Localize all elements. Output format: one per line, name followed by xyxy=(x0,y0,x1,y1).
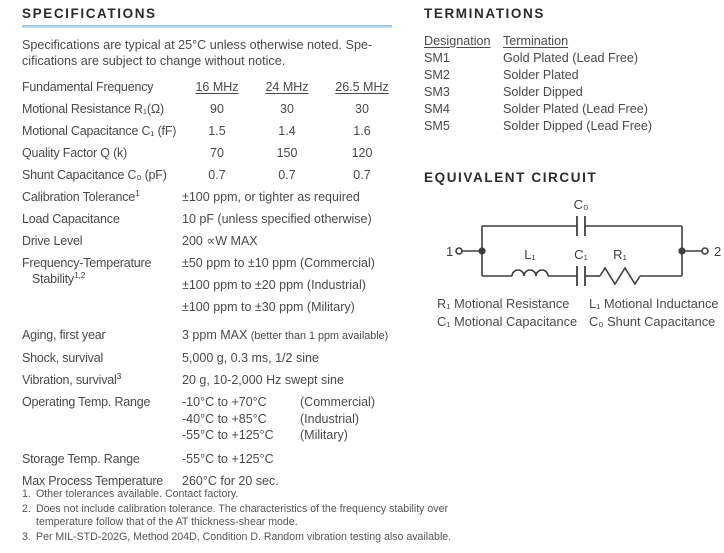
designation-cell: SM1 xyxy=(424,51,450,65)
range-text: -55°C to +125°C xyxy=(182,428,274,442)
cell-value: 0.7 xyxy=(278,168,296,182)
table-row xyxy=(424,67,722,84)
param-value: 20 g, 10-2,000 Hz swept sine xyxy=(182,373,344,387)
footnote-ref: 3 xyxy=(116,370,122,381)
stability-commercial: ±50 ppm to ±10 ppm (Commercial) xyxy=(182,256,375,270)
row-label: Motional Capacitance C₁ (fF) xyxy=(22,124,177,138)
footnote-1 xyxy=(22,488,496,502)
param-value xyxy=(182,327,388,344)
param-label xyxy=(22,189,182,205)
cell-value: 120 xyxy=(351,146,373,160)
row-label: Quality Factor Q (k) xyxy=(22,146,128,160)
param-label xyxy=(22,327,182,344)
param-value: -55°C to +125°C xyxy=(182,451,274,466)
param-row-calibration-tolerance xyxy=(22,189,394,205)
range-qualifier: (Commercial) xyxy=(300,395,375,409)
stability-military: ±100 ppm to ±30 ppm (Military) xyxy=(182,300,355,314)
param-row-shock xyxy=(22,350,394,366)
range-text: -40°C to +85°C xyxy=(182,411,267,426)
capacitor-c1-icon xyxy=(577,266,585,286)
legend-row xyxy=(437,313,722,331)
intro-line-2: cifications are subject to change without notice. xyxy=(22,54,286,68)
inductor-l1-icon xyxy=(512,270,548,276)
footnote-marker: 3. xyxy=(22,530,31,543)
column-header-termination: Termination xyxy=(503,34,569,48)
footnote-ref: 1,2 xyxy=(73,269,86,280)
intro-line-1: Specifications are typical at 25°C unless otherwise noted. Spe- xyxy=(22,38,373,52)
termination-cell: Solder Plated xyxy=(503,68,579,82)
param-value: ±100 ppm, or tighter as required xyxy=(182,190,360,204)
aging-note: (better than 1 ppm available) xyxy=(250,330,389,342)
param-label: Max Process Temperature xyxy=(22,473,164,488)
terminations-header-row xyxy=(424,33,722,50)
table-row xyxy=(424,118,722,135)
specifications-heading: SPECIFICATIONS xyxy=(22,6,157,21)
l1-label: L₁ xyxy=(524,247,536,262)
r1-label: R₁ xyxy=(613,247,627,262)
table-row xyxy=(22,101,394,117)
termination-cell: Gold Plated (Lead Free) xyxy=(503,51,639,65)
param-row-max-process-temp xyxy=(22,473,394,489)
label-line-2-text: Stability xyxy=(32,272,74,286)
equivalent-circuit-heading: EQUIVALENT CIRCUIT xyxy=(424,170,598,185)
equivalent-circuit-diagram xyxy=(424,193,724,293)
terminal-2-label: 2 xyxy=(714,244,722,259)
footnote-text: Per MIL-STD-202G, Method 204D, Condition D. Random vibration testing also available. xyxy=(36,530,452,543)
param-label: Storage Temp. Range xyxy=(22,451,140,466)
cell-value: 0.7 xyxy=(208,168,226,182)
legend-row xyxy=(437,295,722,313)
cell-value: 90 xyxy=(210,102,224,116)
footnote-text: Does not include calibration tolerance. The characteristics of the frequency stability over temperature follow that of the AT thickness-shear mode. xyxy=(36,502,448,528)
table-row xyxy=(22,167,394,183)
cell-value: 1.5 xyxy=(208,124,226,138)
terminations-table xyxy=(424,33,722,135)
specifications-heading-rule xyxy=(22,25,392,28)
param-label: Operating Temp. Range xyxy=(22,395,151,409)
param-row-storage-temp xyxy=(22,451,394,467)
c1-label: C₁ xyxy=(574,247,588,262)
frequency-row-label: Fundamental Frequency xyxy=(22,80,154,94)
param-label-text: Shock, survival xyxy=(22,351,104,365)
terminal-2-node-icon xyxy=(702,248,708,254)
param-row-aging xyxy=(22,327,394,344)
param-value: 5,000 g, 0.3 ms, 1/2 sine xyxy=(182,351,319,365)
cell-value: 0.7 xyxy=(353,168,371,182)
terminations-heading: TERMINATIONS xyxy=(424,6,545,21)
column-header-designation: Designation xyxy=(424,34,491,48)
cell-value: 1.6 xyxy=(353,124,371,138)
terminal-1-node-icon xyxy=(456,248,462,254)
param-label-text: Vibration, survival xyxy=(22,373,117,387)
footnote-marker: 1. xyxy=(22,488,31,500)
param-row-freq-temp-stability xyxy=(22,255,394,321)
footnotes xyxy=(22,488,496,545)
c0-label: C₀ xyxy=(573,197,589,212)
operating-industrial xyxy=(182,411,375,428)
footnote-ref: 1 xyxy=(135,187,140,198)
param-value: 10 pF (unless specified otherwise) xyxy=(182,212,372,226)
param-label-text: Drive Level xyxy=(22,234,83,248)
frequency-header-row xyxy=(22,79,394,95)
param-values xyxy=(182,255,375,321)
right-column xyxy=(424,6,722,331)
param-label xyxy=(22,255,182,321)
operating-commercial xyxy=(182,394,375,411)
range-text: -10°C to +70°C xyxy=(182,395,267,409)
param-value: 260°C for 20 sec. xyxy=(182,473,279,488)
aging-value: 3 ppm MAX xyxy=(182,328,248,342)
table-row xyxy=(424,101,722,118)
table-row xyxy=(424,50,722,67)
param-label xyxy=(22,211,182,227)
column-header-24mhz: 24 MHz xyxy=(265,80,309,94)
legend-c0: C₀ Shunt Capacitance xyxy=(589,314,716,329)
param-row-load-capacitance xyxy=(22,211,394,227)
range-qualifier: (Military) xyxy=(300,428,348,442)
specifications-section xyxy=(22,6,394,495)
table-row xyxy=(424,84,722,101)
legend-r1: R₁ Motional Resistance xyxy=(437,296,570,311)
legend-c1: C₁ Motional Capacitance xyxy=(437,314,578,329)
termination-cell: Solder Plated (Lead Free) xyxy=(503,102,648,116)
table-row xyxy=(22,123,394,139)
footnote-marker: 2. xyxy=(22,502,31,515)
param-label-text: Load Capacitance xyxy=(22,212,120,226)
designation-cell: SM4 xyxy=(424,102,450,116)
cell-value: 150 xyxy=(276,146,298,160)
specifications-table xyxy=(22,79,394,489)
param-label xyxy=(22,233,182,249)
cell-value: 30 xyxy=(355,102,369,116)
range-qualifier: (Industrial) xyxy=(300,411,360,426)
circuit-legend xyxy=(437,295,722,331)
param-label xyxy=(22,350,182,366)
stability-industrial: ±100 ppm to ±20 ppm (Industrial) xyxy=(182,278,366,292)
label-line-2 xyxy=(22,271,182,287)
label-line-1: Frequency-Temperature xyxy=(22,256,152,270)
param-row-operating-temp xyxy=(22,394,394,444)
column-header-16mhz: 16 MHz xyxy=(195,80,239,94)
row-label: Motional Resistance R₁(Ω) xyxy=(22,102,164,116)
designation-cell: SM3 xyxy=(424,85,450,99)
capacitor-c0-icon xyxy=(577,216,585,236)
cell-value: 1.4 xyxy=(278,124,296,138)
cell-value: 30 xyxy=(280,102,294,116)
termination-cell: Solder Dipped (Lead Free) xyxy=(503,119,653,133)
footnote-text: Other tolerances available. Contact factory. xyxy=(36,488,239,500)
specifications-intro xyxy=(22,37,394,69)
param-label-text: Aging, first year xyxy=(22,328,106,342)
column-header-26p5mhz: 26.5 MHz xyxy=(335,80,389,94)
param-label-text: Calibration Tolerance xyxy=(22,190,135,204)
operating-military xyxy=(182,427,375,444)
designation-cell: SM5 xyxy=(424,119,450,133)
legend-l1: L₁ Motional Inductance xyxy=(589,296,719,311)
param-label xyxy=(22,372,182,388)
designation-cell: SM2 xyxy=(424,68,450,82)
row-label: Shunt Capacitance C₀ (pF) xyxy=(22,168,167,182)
operating-values xyxy=(182,394,375,444)
table-row xyxy=(22,145,394,161)
param-row-drive-level xyxy=(22,233,394,249)
param-row-vibration xyxy=(22,372,394,388)
terminal-1-label: 1 xyxy=(446,244,454,259)
footnote-2 xyxy=(22,503,496,530)
footnote-3 xyxy=(22,531,496,545)
param-value: 200 ∝W MAX xyxy=(182,234,258,248)
cell-value: 70 xyxy=(210,146,224,160)
termination-cell: Solder Dipped xyxy=(503,85,583,99)
resistor-r1-icon xyxy=(600,268,640,284)
